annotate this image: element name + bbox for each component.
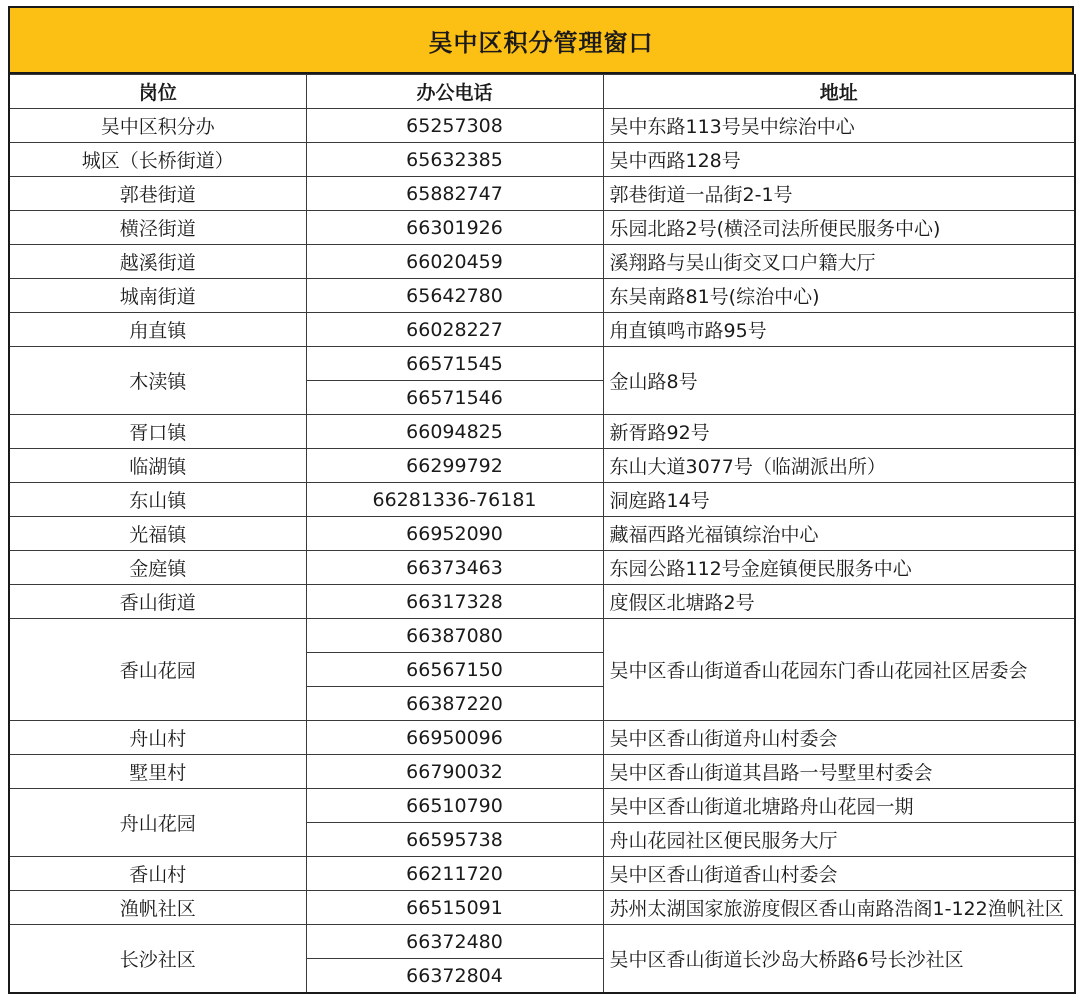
table-row [9, 313, 1075, 347]
phone-cell: 66301926 [306, 211, 603, 245]
phone-cell: 66595738 [306, 823, 603, 857]
address-cell: 甪直镇鸣市路95号 [603, 313, 1075, 347]
header-row [9, 75, 1075, 109]
post-cell: 东山镇 [9, 483, 306, 517]
address-cell: 苏州太湖国家旅游度假区香山南路浩阁1-122渔帆社区 [603, 891, 1075, 925]
post-cell: 城南街道 [9, 279, 306, 313]
table-row [9, 483, 1075, 517]
phone-cell: 66387220 [306, 687, 603, 721]
header-phone: 办公电话 [306, 75, 603, 109]
phone-cell: 65642780 [306, 279, 603, 313]
post-cell: 长沙社区 [9, 925, 306, 994]
phone-cell: 66372804 [306, 959, 603, 994]
table-row [9, 347, 1075, 381]
table-row [9, 585, 1075, 619]
address-cell: 东吴南路81号(综治中心) [603, 279, 1075, 313]
table-row [9, 415, 1075, 449]
table-row [9, 143, 1075, 177]
table-row [9, 279, 1075, 313]
post-cell: 胥口镇 [9, 415, 306, 449]
phone-cell: 66510790 [306, 789, 603, 823]
phone-cell: 66952090 [306, 517, 603, 551]
post-cell: 甪直镇 [9, 313, 306, 347]
table-row [9, 721, 1075, 755]
phone-cell: 66299792 [306, 449, 603, 483]
points-office-sheet [8, 6, 1074, 994]
address-cell: 乐园北路2号(横泾司法所便民服务中心) [603, 211, 1075, 245]
post-cell: 城区（长桥街道） [9, 143, 306, 177]
post-cell: 香山村 [9, 857, 306, 891]
phone-cell: 66020459 [306, 245, 603, 279]
address-cell: 吴中区香山街道舟山村委会 [603, 721, 1075, 755]
sheet-title: 吴中区积分管理窗口 [8, 6, 1074, 74]
post-cell: 越溪街道 [9, 245, 306, 279]
table-body [9, 109, 1075, 994]
phone-cell: 66387080 [306, 619, 603, 653]
address-cell: 吴中西路128号 [603, 143, 1075, 177]
post-cell: 郭巷街道 [9, 177, 306, 211]
phone-cell: 66950096 [306, 721, 603, 755]
address-cell: 吴中区香山街道香山花园东门香山花园社区居委会 [603, 619, 1075, 721]
post-cell: 木渎镇 [9, 347, 306, 415]
table-row [9, 925, 1075, 959]
post-cell: 金庭镇 [9, 551, 306, 585]
phone-cell: 66028227 [306, 313, 603, 347]
address-cell: 舟山花园社区便民服务大厅 [603, 823, 1075, 857]
table-row [9, 891, 1075, 925]
post-cell: 舟山花园 [9, 789, 306, 857]
address-cell: 吴中区香山街道其昌路一号墅里村委会 [603, 755, 1075, 789]
table-row [9, 517, 1075, 551]
table-row [9, 245, 1075, 279]
phone-cell: 66571546 [306, 381, 603, 415]
post-cell: 渔帆社区 [9, 891, 306, 925]
post-cell: 横泾街道 [9, 211, 306, 245]
address-cell: 东园公路112号金庭镇便民服务中心 [603, 551, 1075, 585]
address-cell: 郭巷街道一品街2-1号 [603, 177, 1075, 211]
header-address: 地址 [603, 75, 1075, 109]
phone-cell: 66211720 [306, 857, 603, 891]
address-cell: 吴中东路113号吴中综治中心 [603, 109, 1075, 143]
phone-cell: 66372480 [306, 925, 603, 959]
address-cell: 溪翔路与吴山街交叉口户籍大厅 [603, 245, 1075, 279]
phone-cell: 65257308 [306, 109, 603, 143]
address-cell: 金山路8号 [603, 347, 1075, 415]
post-cell: 墅里村 [9, 755, 306, 789]
address-cell: 东山大道3077号（临湖派出所） [603, 449, 1075, 483]
contact-table [8, 74, 1076, 994]
phone-cell: 66281336-76181 [306, 483, 603, 517]
phone-cell: 66317328 [306, 585, 603, 619]
table-row [9, 755, 1075, 789]
address-cell: 吴中区香山街道香山村委会 [603, 857, 1075, 891]
post-cell: 舟山村 [9, 721, 306, 755]
phone-cell: 66790032 [306, 755, 603, 789]
table-row [9, 619, 1075, 653]
address-cell: 吴中区香山街道北塘路舟山花园一期 [603, 789, 1075, 823]
table-row [9, 109, 1075, 143]
phone-cell: 66515091 [306, 891, 603, 925]
address-cell: 洞庭路14号 [603, 483, 1075, 517]
address-cell: 吴中区香山街道长沙岛大桥路6号长沙社区 [603, 925, 1075, 994]
phone-cell: 66373463 [306, 551, 603, 585]
address-cell: 藏福西路光福镇综治中心 [603, 517, 1075, 551]
address-cell: 新胥路92号 [603, 415, 1075, 449]
phone-cell: 66567150 [306, 653, 603, 687]
post-cell: 香山街道 [9, 585, 306, 619]
post-cell: 光福镇 [9, 517, 306, 551]
header-post: 岗位 [9, 75, 306, 109]
address-cell: 度假区北塘路2号 [603, 585, 1075, 619]
phone-cell: 65882747 [306, 177, 603, 211]
post-cell: 吴中区积分办 [9, 109, 306, 143]
post-cell: 临湖镇 [9, 449, 306, 483]
phone-cell: 65632385 [306, 143, 603, 177]
table-row [9, 857, 1075, 891]
table-row [9, 789, 1075, 823]
table-row [9, 449, 1075, 483]
post-cell: 香山花园 [9, 619, 306, 721]
table-row [9, 551, 1075, 585]
table-row [9, 211, 1075, 245]
phone-cell: 66094825 [306, 415, 603, 449]
phone-cell: 66571545 [306, 347, 603, 381]
table-row [9, 177, 1075, 211]
